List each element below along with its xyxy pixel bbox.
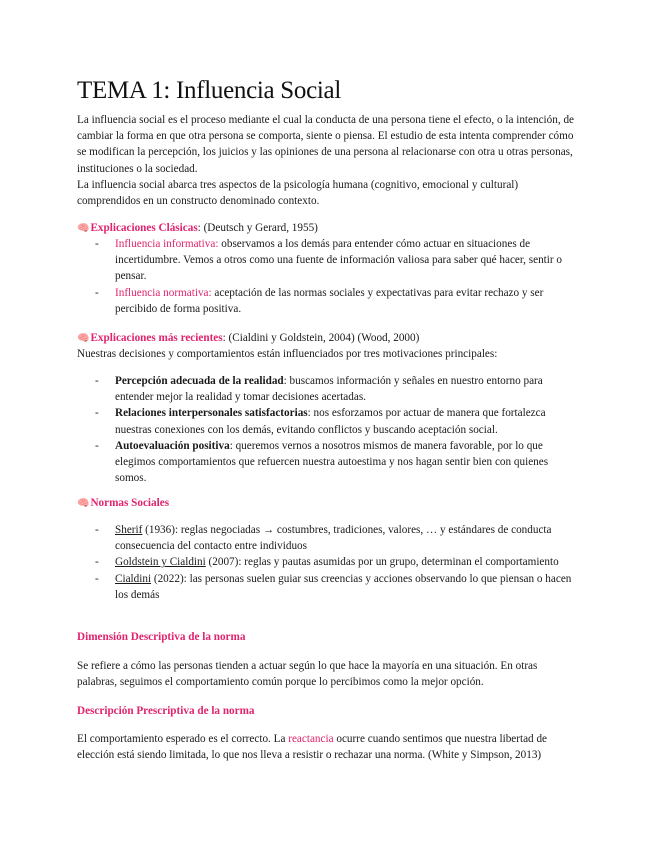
clasicas-text: aceptación de las normas sociales y expectativas para evitar rechazo y ser percibido de forma positiva. xyxy=(115,286,544,315)
dash-marker: - xyxy=(95,407,99,420)
heading-recientes-ref: : (Cialdini y Goldstein, 2004) (Wood, 2000) xyxy=(222,332,420,344)
normas-author: Sherif xyxy=(115,524,143,536)
list-item xyxy=(77,285,577,317)
dash-marker: - xyxy=(95,572,99,585)
normas-text: (2022): las personas suelen guiar sus creencias y acciones observando lo que piensan o hacen los demás xyxy=(115,572,572,601)
dash-marker: - xyxy=(95,375,99,387)
section-heading-prescriptiva: Descripción Prescriptiva de la norma xyxy=(77,705,255,717)
normas-author: Cialdini xyxy=(115,572,152,585)
intro-paragraph-1: La influencia social es el proceso mediante el cual la conducta de una persona tiene el efecto, o la intención, de cambiar la forma en que otra persona se comporta, siente o piensa. El estudio de esta intenta comprender cómo se modifican la percepción, los juicios y las opiniones de una persona al relacionarse con otra u otras personas, instituciones o la sociedad. xyxy=(77,114,575,175)
list-item xyxy=(77,571,577,603)
recientes-term: Percepción adecuada de la realidad xyxy=(115,375,284,387)
dash-marker: - xyxy=(95,556,99,569)
clasicas-list xyxy=(77,236,577,317)
list-item xyxy=(77,554,577,570)
recientes-text: : queremos vernos a nosotros mismos de manera favorable, por lo que elegimos comportamientos que refuercen nuestra autoestima y nos hagan sentir bien con quienes somos. xyxy=(115,439,549,485)
clasicas-text: observamos a los demás para entender cómo actuar en situaciones de incertidumbre. Vemos a otros como una fuente de información valiosa para saber qué hacer, sentir o pensar. xyxy=(115,238,562,283)
normas-text: (2007): reglas y pautas asumidas por un grupo, determinan el comportamiento xyxy=(205,556,559,569)
dash-marker: - xyxy=(95,524,99,536)
section-heading-clasicas xyxy=(77,220,577,237)
list-item xyxy=(77,438,577,487)
list-item xyxy=(77,405,577,437)
list-item xyxy=(77,522,577,554)
normas-author: Goldstein y Cialdini xyxy=(115,556,206,569)
dash-marker: - xyxy=(95,238,99,250)
clasicas-term: Influencia informativa: xyxy=(115,238,219,250)
recientes-text: : nos esforzamos por actuar de manera que fortalezca nuestras conexiones con los demás, evitando conflictos y buscando aceptación social. xyxy=(115,407,546,436)
descriptiva-text: Se refiere a cómo las personas tienden a actuar según lo que hace la mayoría en una situación. En otras palabras, seguimos el comportamiento común porque lo percibimos como la mejor opción. xyxy=(77,660,538,689)
heading-clasicas-ref: : (Deutsch y Gerard, 1955) xyxy=(197,222,318,234)
clasicas-term: Influencia normativa: xyxy=(115,286,212,299)
recientes-lead: Nuestras decisiones y comportamientos están influenciados por tres motivaciones principales: xyxy=(77,348,498,360)
brain-icon: 🧠 xyxy=(77,333,90,344)
prescriptiva-text-a: El comportamiento esperado es el correcto. La xyxy=(77,733,289,745)
intro-paragraph-2: La influencia social abarca tres aspectos de la psicología humana (cognitivo, emocional y cultural) comprendidos en un constructo denominado contexto. xyxy=(77,179,519,208)
list-item xyxy=(77,236,577,285)
dash-marker: - xyxy=(95,286,99,299)
page-title: TEMA 1: Influencia Social xyxy=(77,77,341,104)
prescriptiva-text-b: ocurre cuando sentimos que nuestra libertad de elección está siendo limitada, lo que nos lleva a resistir o rechazar una norma. (White y Simpson, 2013) xyxy=(77,733,547,762)
heading-normas-label: Normas Sociales xyxy=(90,497,170,509)
heading-recientes-label: Explicaciones más recientes xyxy=(90,332,223,344)
recientes-text: : buscamos información y señales en nuestro entorno para entender mejor la realidad y tomar decisiones acertadas. xyxy=(115,375,543,404)
recientes-list xyxy=(77,373,577,486)
list-item xyxy=(77,373,577,405)
normas-text: (1936): reglas negociadas → costumbres, tradiciones, valores, … y estándares de conducta consecuencia del contacto entre individuos xyxy=(115,524,552,553)
recientes-term: Relaciones interpersonales satisfactorias xyxy=(115,407,308,420)
brain-icon: 🧠 xyxy=(77,498,90,509)
prescriptiva-text xyxy=(77,731,577,763)
brain-icon: 🧠 xyxy=(77,223,90,234)
heading-clasicas-label: Explicaciones Clásicas xyxy=(90,222,198,234)
normas-list xyxy=(77,522,577,603)
recientes-term: Autoevaluación positiva xyxy=(115,439,230,452)
section-heading-recientes xyxy=(77,330,577,347)
section-heading-normas xyxy=(77,495,577,512)
reactancia-term: reactancia xyxy=(288,733,334,745)
section-heading-descriptiva: Dimensión Descriptiva de la norma xyxy=(77,631,246,643)
dash-marker: - xyxy=(95,439,99,452)
